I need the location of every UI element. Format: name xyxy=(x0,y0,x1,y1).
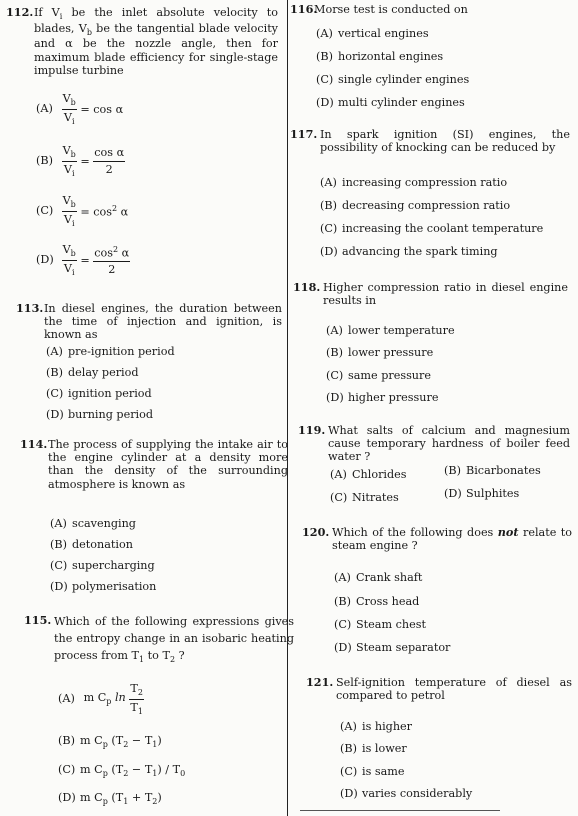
question-115 xyxy=(24,614,294,666)
option-d[interactable]: (D) $\frac{V_b}{V_i}$ = $\frac{\cos^2 \alpha}{2}$ xyxy=(36,243,130,277)
option-b[interactable]: (B) detonation xyxy=(50,538,133,551)
question-117 xyxy=(290,128,570,154)
option-c[interactable]: (C) increasing the coolant temperature xyxy=(320,222,544,235)
question-121 xyxy=(306,676,572,702)
rhs-fraction: $\frac{\cos^2 \alpha}{2}$ xyxy=(94,244,130,276)
option-c[interactable]: (C) Nitrates xyxy=(330,491,399,504)
question-114 xyxy=(20,438,288,491)
option-c[interactable]: (C) Steam chest xyxy=(334,618,426,631)
option-b[interactable]: (B) is lower xyxy=(340,742,407,755)
question-116 xyxy=(290,3,570,16)
option-c[interactable]: (C) same pressure xyxy=(326,369,431,382)
option-c[interactable]: (C) m $C_p$ $(T_2 - T_1) / T_0$ xyxy=(58,763,186,779)
option-d[interactable]: (D) burning period xyxy=(46,408,154,421)
question-stem: Higher compression ratio in diesel engine results in xyxy=(323,281,568,308)
footer-rule xyxy=(300,810,500,811)
option-b[interactable]: (B) delay period xyxy=(46,366,139,379)
option-d[interactable]: (D) higher pressure xyxy=(326,391,439,404)
temperature-ratio: $\frac{T_2}{T_1}$ xyxy=(130,682,143,716)
option-b[interactable]: (B) Bicarbonates xyxy=(444,464,541,477)
question-stem: Morse test is conducted on xyxy=(314,3,468,16)
option-a[interactable]: (A) m $C_p$ ln $\frac{T_2}{T_1}$ xyxy=(58,682,143,716)
velocity-ratio: $\frac{V_b}{V_i}$ xyxy=(62,144,76,178)
option-a[interactable]: (A) vertical engines xyxy=(316,27,429,40)
question-number: 120. xyxy=(302,525,330,539)
question-118 xyxy=(293,281,568,307)
option-d[interactable]: (D) Sulphites xyxy=(444,487,520,500)
emphasis-not: not xyxy=(497,525,519,539)
option-b[interactable]: (B) $\frac{V_b}{V_i}$ = $\frac{\text{cos α}}{2}$ xyxy=(36,144,125,178)
question-112 xyxy=(6,6,278,77)
option-a[interactable]: (A) scavenging xyxy=(50,517,136,530)
question-stem: What salts of calcium and magnesium cause temporary hardness of boiler feed water ? xyxy=(328,424,570,464)
option-d[interactable]: (D) polymerisation xyxy=(50,580,157,593)
question-number: 112. xyxy=(6,5,34,19)
question-stem: If $V_i$ be the inlet absolute velocity to blades, $V_b$ be the tangential blade velocity and α be the nozzle angle, then for maximum blade efficiency for single-stage impulse turbine xyxy=(34,6,279,77)
column-divider xyxy=(287,0,288,816)
velocity-ratio: $\frac{V_b}{V_i}$ xyxy=(62,194,76,228)
question-number: 118. xyxy=(293,280,321,294)
option-a[interactable]: (A) lower temperature xyxy=(326,324,455,337)
option-a[interactable]: (A) Chlorides xyxy=(330,468,407,481)
option-b[interactable]: (B) lower pressure xyxy=(326,346,434,359)
question-number: 121. xyxy=(306,675,334,689)
option-b[interactable]: (B) horizontal engines xyxy=(316,50,444,63)
option-b[interactable]: (B) decreasing compression ratio xyxy=(320,199,511,212)
question-number: 115. xyxy=(24,613,52,627)
option-d[interactable]: (D) Steam separator xyxy=(334,641,451,654)
option-d[interactable]: (D) advancing the spark timing xyxy=(320,245,498,258)
option-a[interactable]: (A) is higher xyxy=(340,720,412,733)
velocity-ratio: $\frac{V_b}{V_i}$ xyxy=(62,92,76,126)
option-c[interactable]: (C) $\frac{V_b}{V_i}$ = $\cos^2 \alpha$ xyxy=(36,194,129,228)
option-a[interactable]: (A) Crank shaft xyxy=(334,571,423,584)
option-d[interactable]: (D) multi cylinder engines xyxy=(316,96,465,109)
question-stem: Which of the following expressions gives the entropy change in an isobaric heating process from $T_1$ to $T_2$ ? xyxy=(54,615,294,664)
question-120 xyxy=(302,526,572,552)
option-c[interactable]: (C) ignition period xyxy=(46,387,152,400)
option-c[interactable]: (C) single cylinder engines xyxy=(316,73,470,86)
question-number: 113. xyxy=(16,301,44,315)
question-stem: Self-ignition temperature of diesel as compared to petrol xyxy=(336,676,572,703)
option-b[interactable]: (B) Cross head xyxy=(334,595,420,608)
question-119 xyxy=(298,424,570,464)
question-number: 117. xyxy=(290,127,318,141)
rhs-fraction: $\frac{\text{cos α}}{2}$ xyxy=(94,146,125,176)
option-b[interactable]: (B) m $C_p$ $(T_2 - T_1)$ xyxy=(58,734,162,750)
option-d[interactable]: (D) varies considerably xyxy=(340,787,473,800)
question-number: 114. xyxy=(20,437,48,451)
question-stem: The process of supplying the intake air to the engine cylinder at a density more than the density of the surrounding atmosphere is known as xyxy=(48,438,288,491)
question-113 xyxy=(16,302,282,342)
option-a[interactable]: (A) pre-ignition period xyxy=(46,345,175,358)
question-stem: Which of the following does not relate to steam engine ? xyxy=(332,525,572,553)
question-number: 116. xyxy=(290,2,318,16)
question-stem: In spark ignition (SI) engines, the possibility of knocking can be reduced by xyxy=(320,128,570,155)
option-a[interactable]: (A) increasing compression ratio xyxy=(320,176,508,189)
option-c[interactable]: (C) supercharging xyxy=(50,559,155,572)
option-c[interactable]: (C) is same xyxy=(340,765,405,778)
question-number: 119. xyxy=(298,423,326,437)
option-a[interactable]: (A) $\frac{V_b}{V_i}$ = cos α xyxy=(36,92,124,126)
option-d[interactable]: (D) m $C_p$ $(T_1 + T_2)$ xyxy=(58,791,162,807)
question-stem: In diesel engines, the duration between the time of injection and ignition, is known as xyxy=(44,302,282,342)
velocity-ratio: $\frac{V_b}{V_i}$ xyxy=(62,243,76,277)
